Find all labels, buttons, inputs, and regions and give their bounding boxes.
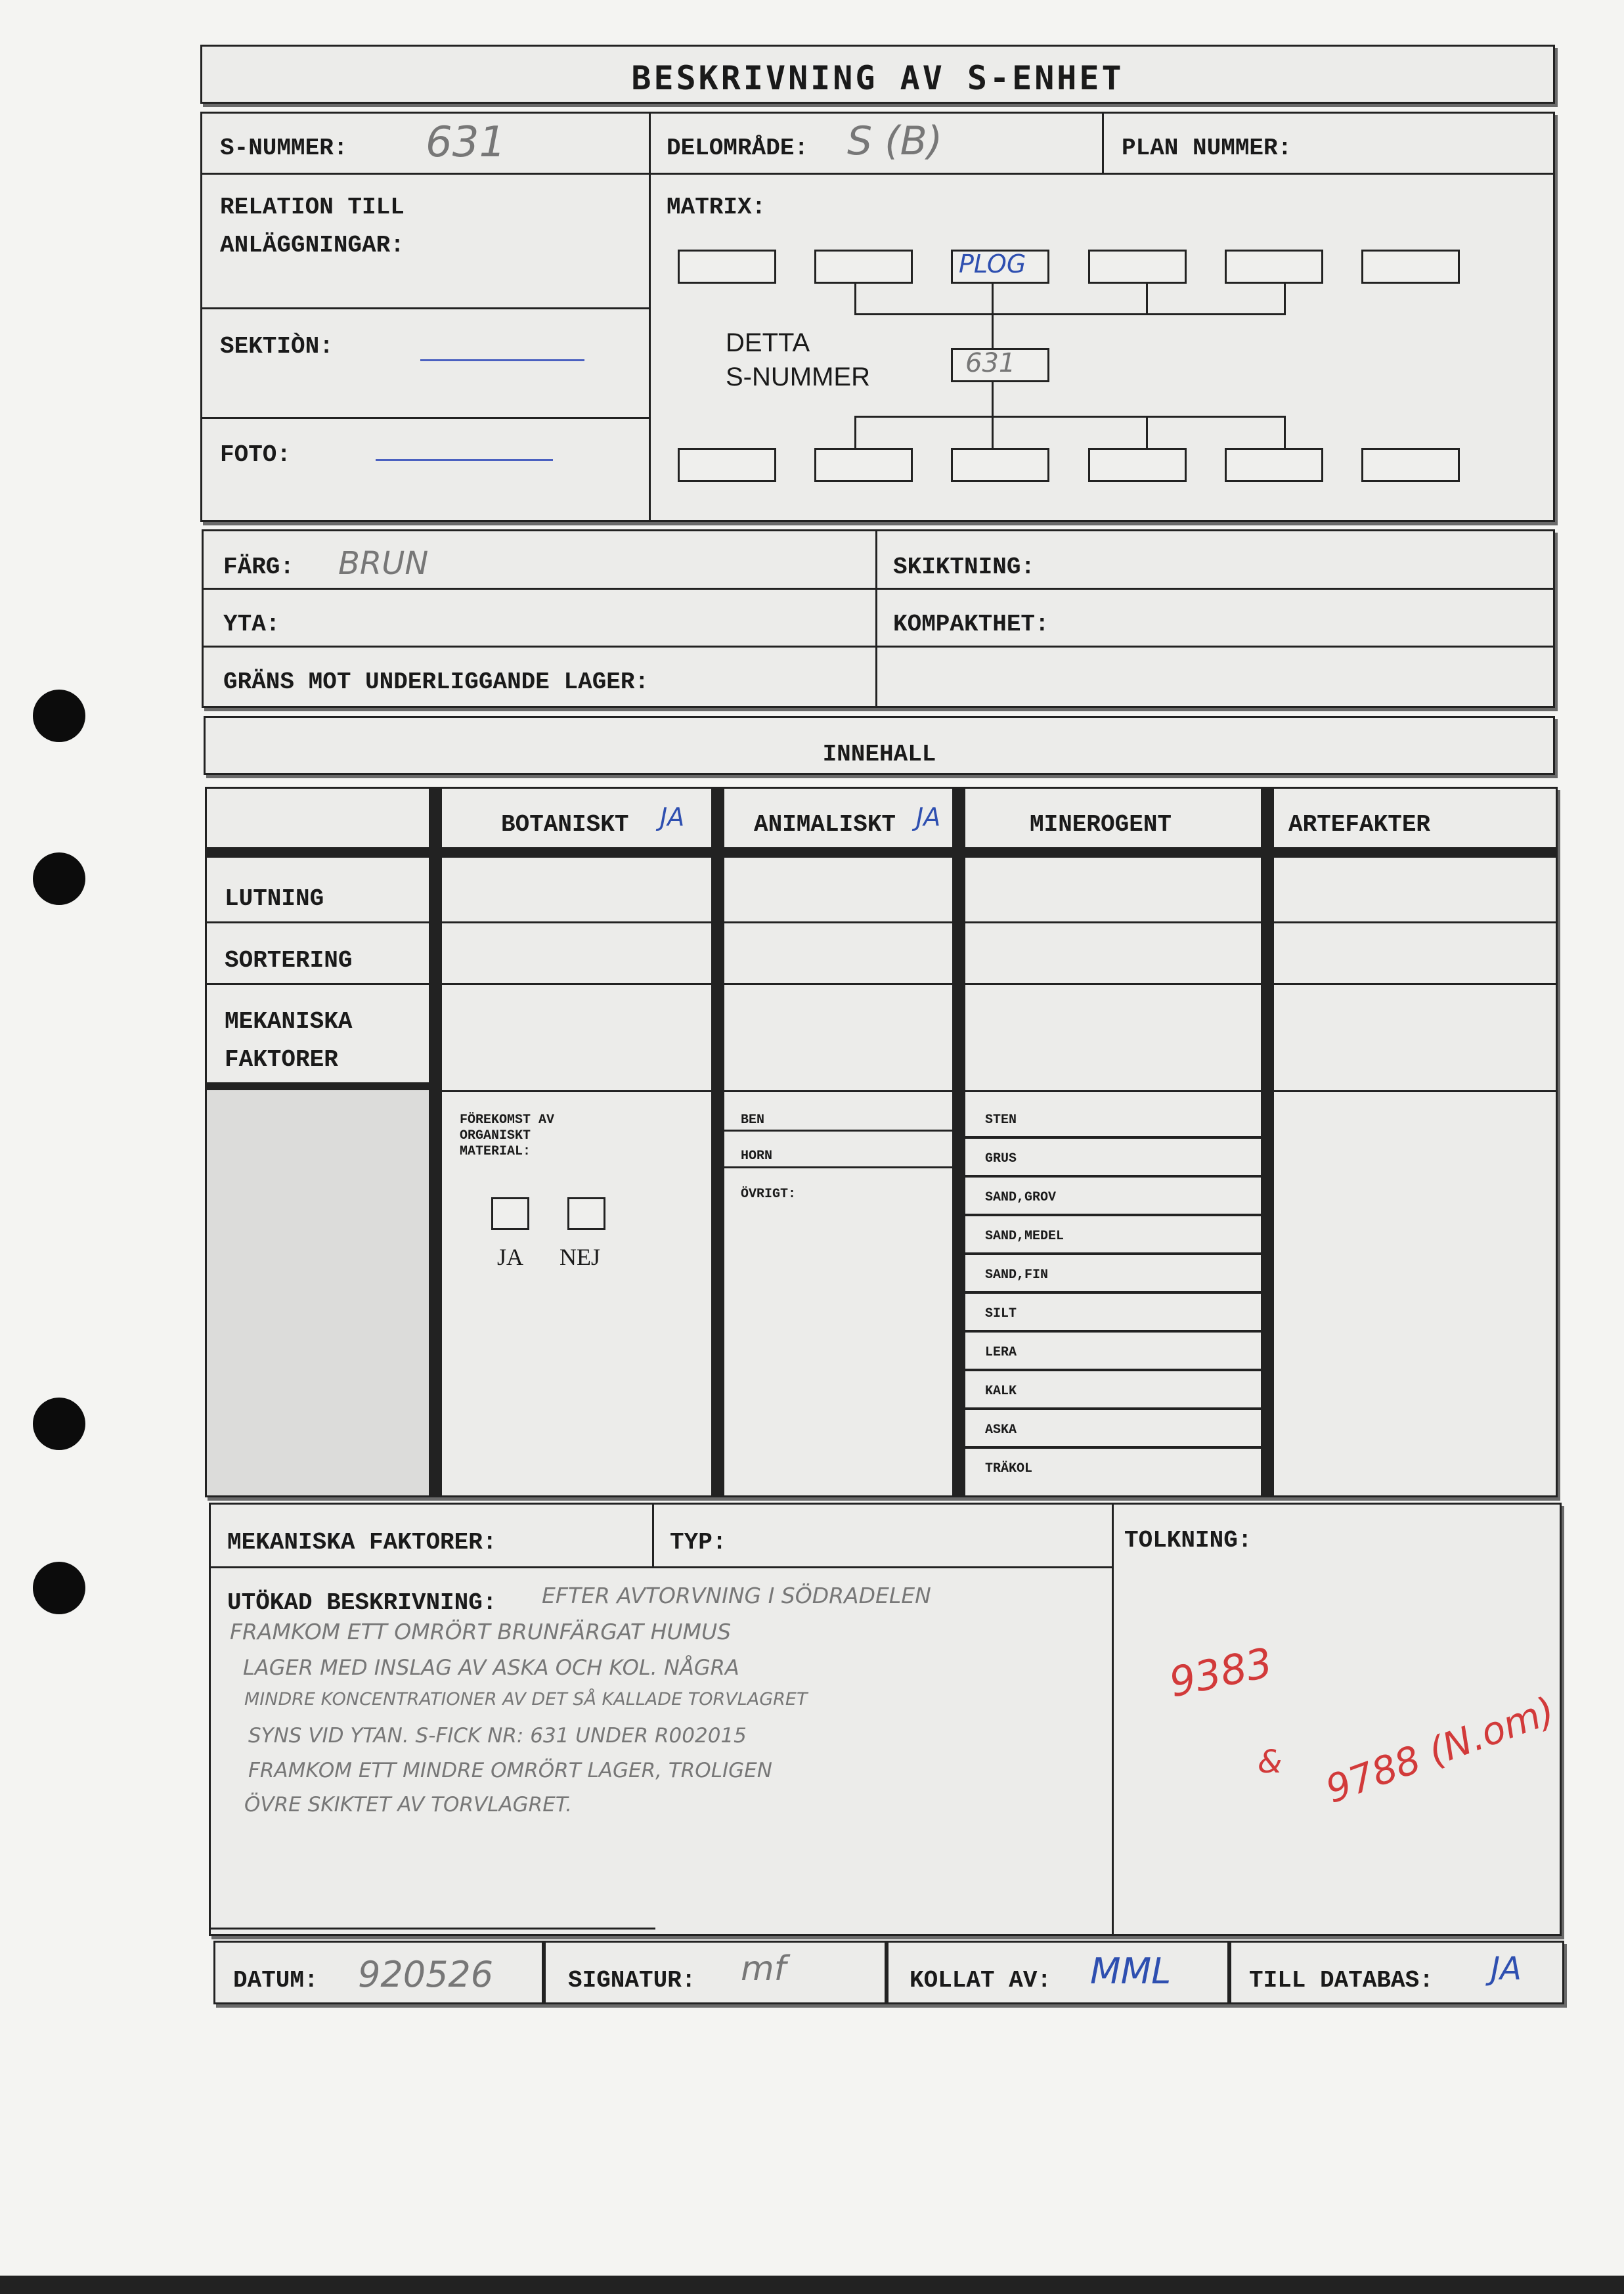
- databas-label: TILL DATABAS:: [1249, 1967, 1434, 1994]
- matrix-box-below[interactable]: [814, 448, 913, 482]
- row-sortering: SORTERING: [225, 947, 353, 974]
- mineral-row-label: STEN: [985, 1113, 1017, 1128]
- botaniskt-value[interactable]: JA: [660, 803, 685, 831]
- s-nummer-label: S-NUMMER:: [220, 135, 348, 162]
- col-minerogent: MINEROGENT: [1030, 811, 1172, 838]
- matrix-box-below[interactable]: [678, 448, 776, 482]
- row-lutning: LUTNING: [225, 885, 324, 912]
- datum-label: DATUM:: [233, 1967, 318, 1994]
- matrix-box-above[interactable]: [1225, 250, 1323, 284]
- utokad-line: LAGER MED INSLAG AV ASKA OCH KOL. NÅGRA: [243, 1655, 739, 1680]
- matrix-box-below[interactable]: [1088, 448, 1187, 482]
- matrix-plog-value: PLOG: [959, 250, 1026, 278]
- organic-nej-label: NEJ: [560, 1244, 600, 1270]
- animal-ovrigt: ÖVRIGT:: [741, 1187, 797, 1202]
- organic-label-2: ORGANISKT: [460, 1128, 531, 1143]
- punch-hole: [33, 1398, 85, 1450]
- mineral-row-divider: [965, 1369, 1261, 1371]
- sektion-label: SEKTIÒN:: [220, 333, 334, 360]
- punch-hole: [33, 852, 85, 905]
- scan-edge: [0, 2276, 1624, 2294]
- mineral-row-divider: [965, 1407, 1261, 1410]
- col-botaniskt: BOTANISKT: [501, 811, 629, 838]
- mineral-row-divider: [965, 1330, 1261, 1333]
- mineral-row-divider: [965, 1291, 1261, 1294]
- kollat-label: KOLLAT AV:: [910, 1967, 1052, 1994]
- mineral-row-divider: [965, 1136, 1261, 1139]
- signatur-value[interactable]: mf: [741, 1949, 786, 1989]
- kollat-value[interactable]: MML: [1090, 1951, 1172, 1992]
- organic-nej-checkbox[interactable]: [567, 1197, 605, 1230]
- detta-label: DETTA: [726, 328, 810, 357]
- mineral-row-label: ASKA: [985, 1423, 1017, 1438]
- plan-nummer-label: PLAN NUMMER:: [1122, 135, 1292, 162]
- mineral-row-divider: [965, 1446, 1261, 1449]
- mineral-row-divider: [965, 1214, 1261, 1216]
- farg-value[interactable]: BRUN: [338, 545, 429, 582]
- col-artefakter: ARTEFAKTER: [1288, 811, 1431, 838]
- skiktning-label: SKIKTNING:: [893, 554, 1036, 581]
- utokad-line: EFTER AVTORVNING I SÖDRADELEN: [542, 1583, 931, 1608]
- mineral-row-label: GRUS: [985, 1151, 1017, 1166]
- matrix-box-above[interactable]: [678, 250, 776, 284]
- animal-horn: HORN: [741, 1149, 773, 1164]
- utokad-line: MINDRE KONCENTRATIONER AV DET SÅ KALLADE TORVLAGRET: [244, 1689, 808, 1709]
- relation-label: RELATION TILL: [220, 194, 405, 221]
- mineral-row-divider: [965, 1175, 1261, 1178]
- organic-ja-checkbox[interactable]: [491, 1197, 529, 1230]
- utokad-label: UTÖKAD BESKRIVNING:: [227, 1589, 497, 1616]
- farg-label: FÄRG:: [223, 554, 295, 581]
- tolkning-value-1[interactable]: 9383: [1165, 1638, 1277, 1707]
- mineral-row-divider: [965, 1252, 1261, 1255]
- utokad-line: FRAMKOM ETT MINDRE OMRÖRT LAGER, TROLIGEN: [248, 1759, 772, 1782]
- organic-label-1: FÖREKOMST AV: [460, 1113, 555, 1128]
- row-mekaniska: MEKANISKA: [225, 1008, 353, 1035]
- mineral-row-label: TRÄKOL: [985, 1461, 1033, 1476]
- mineral-row-label: LERA: [985, 1345, 1017, 1360]
- matrix-box-below[interactable]: [951, 448, 1049, 482]
- animaliskt-value[interactable]: JA: [916, 803, 941, 831]
- grans-label: GRÄNS MOT UNDERLIGGANDE LAGER:: [223, 669, 649, 695]
- yta-label: YTA:: [223, 611, 280, 638]
- foto-dash: [376, 459, 553, 461]
- sektion-dash: [420, 359, 584, 361]
- foto-label: FOTO:: [220, 441, 292, 468]
- databas-value[interactable]: JA: [1491, 1951, 1522, 1987]
- detta-s-nummer-label: S-NUMMER: [726, 363, 870, 391]
- delomrade-value[interactable]: S (B): [847, 118, 943, 164]
- kompakthet-label: KOMPAKTHET:: [893, 611, 1049, 638]
- matrix-box-above[interactable]: [814, 250, 913, 284]
- relation-label-2: ANLÄGGNINGAR:: [220, 232, 405, 259]
- punch-hole: [33, 690, 85, 742]
- utokad-line: ÖVRE SKIKTET AV TORVLAGRET.: [244, 1793, 572, 1817]
- matrix-box-below[interactable]: [1225, 448, 1323, 482]
- matrix-this-value: 631: [965, 348, 1016, 378]
- tolkning-value-2: &: [1258, 1744, 1283, 1780]
- col-animaliskt: ANIMALISKT: [754, 811, 896, 838]
- typ-label: TYP:: [670, 1529, 727, 1556]
- mineral-row-label: SAND,MEDEL: [985, 1229, 1064, 1244]
- mineral-row-label: SAND,FIN: [985, 1268, 1049, 1283]
- mineral-row-label: KALK: [985, 1384, 1017, 1399]
- organic-label-3: MATERIAL:: [460, 1144, 531, 1159]
- mineral-row-label: SILT: [985, 1306, 1017, 1321]
- tolkning-value-3[interactable]: 9788 (N.om): [1320, 1688, 1561, 1812]
- organic-ja-label: JA: [497, 1244, 524, 1270]
- matrix-box-below[interactable]: [1361, 448, 1460, 482]
- delomrade-label: DELOMRÅDE:: [667, 135, 809, 162]
- tolkning-label: TOLKNING:: [1124, 1527, 1252, 1554]
- matrix-label: MATRIX:: [667, 194, 766, 221]
- signatur-label: SIGNATUR:: [568, 1967, 696, 1994]
- matrix-box-above[interactable]: [1361, 250, 1460, 284]
- matrix-box-above[interactable]: [1088, 250, 1187, 284]
- utokad-line: SYNS VID YTAN. S-FICK NR: 631 UNDER R002015: [248, 1724, 747, 1748]
- innehall-title: INNEHALL: [822, 741, 936, 768]
- mek-faktorer-label: MEKANISKA FAKTORER:: [227, 1529, 497, 1556]
- s-nummer-value[interactable]: 631: [426, 118, 506, 167]
- mineral-row-label: SAND,GROV: [985, 1190, 1057, 1205]
- row-faktorer: FAKTORER: [225, 1046, 338, 1073]
- datum-value[interactable]: 920526: [358, 1954, 494, 1995]
- punch-hole: [33, 1562, 85, 1614]
- form-title: BESKRIVNING AV S-ENHET: [631, 59, 1124, 97]
- animal-ben: BEN: [741, 1113, 765, 1128]
- utokad-line: FRAMKOM ETT OMRÖRT BRUNFÄRGAT HUMUS: [230, 1619, 732, 1644]
